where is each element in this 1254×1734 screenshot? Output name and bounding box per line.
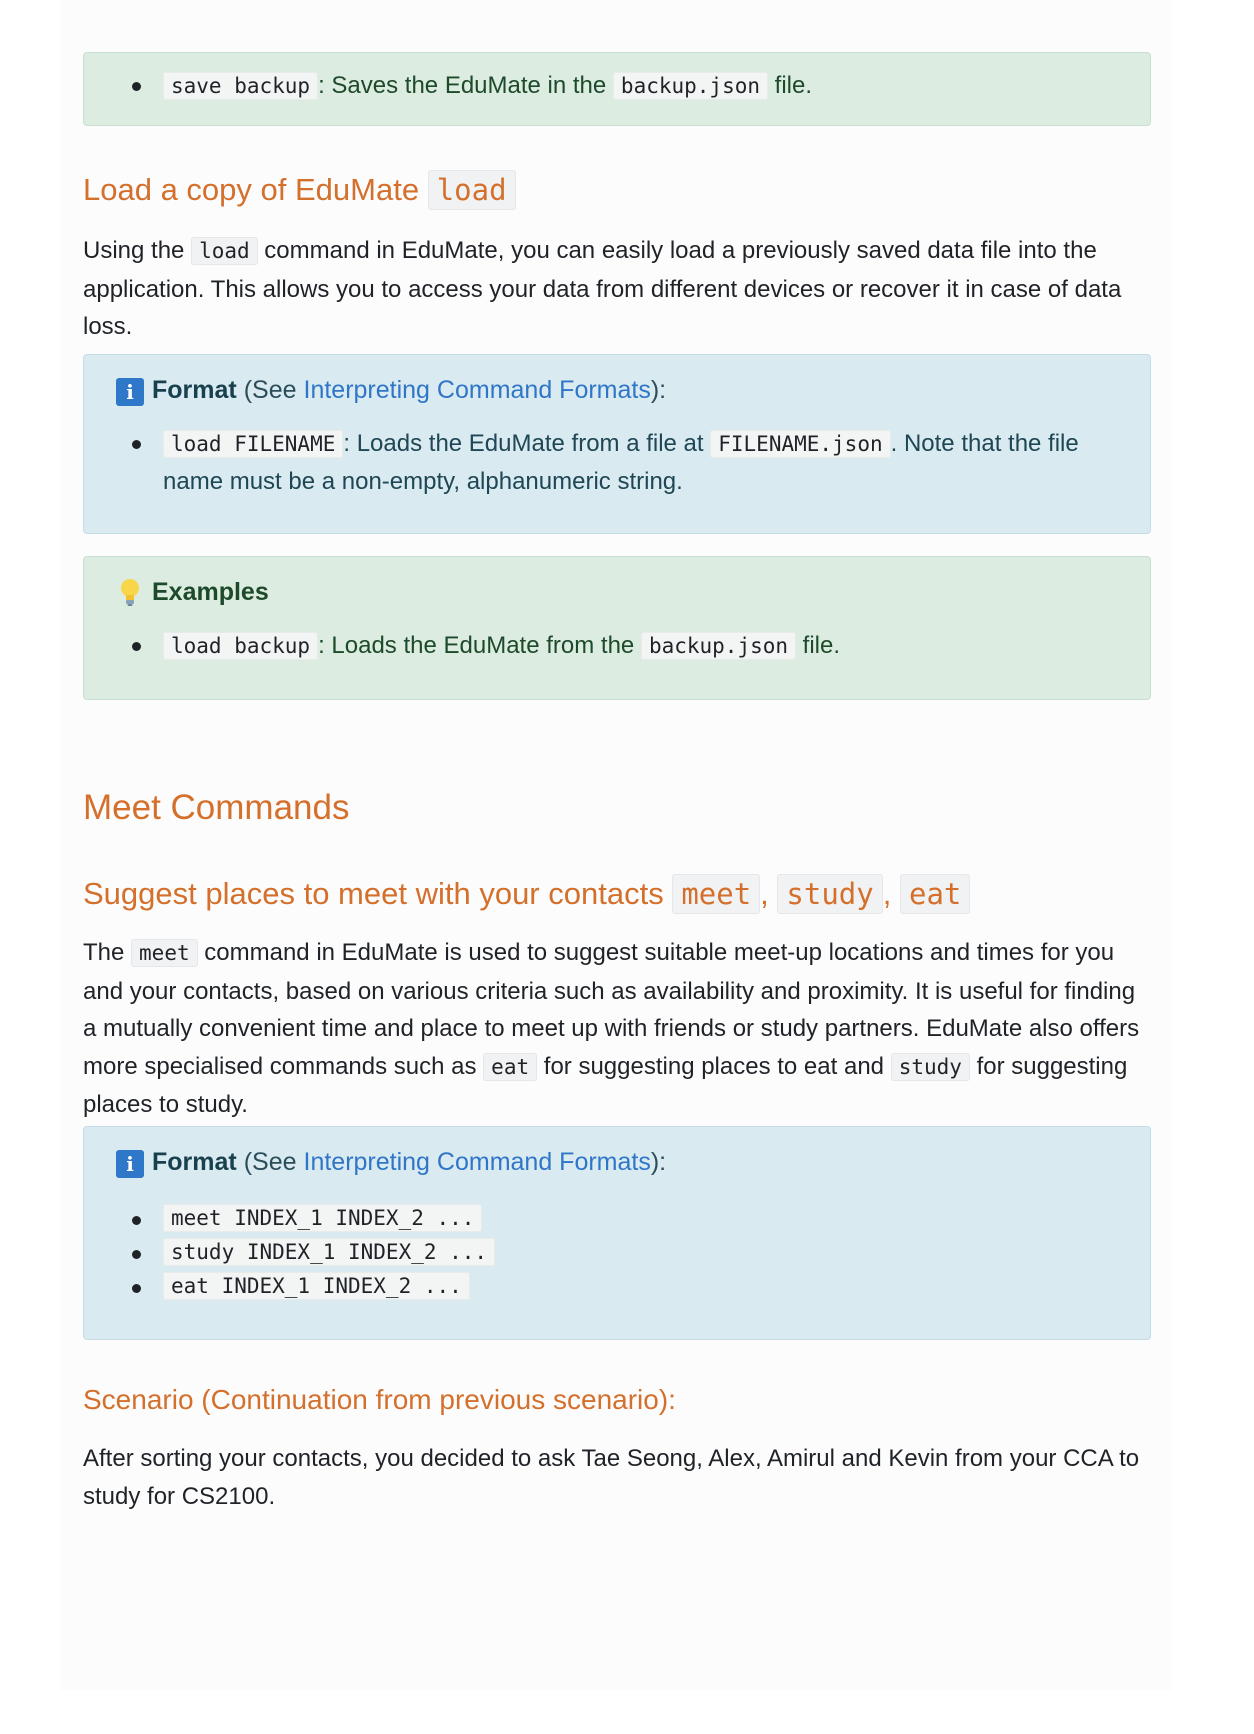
see-suffix: ): (650, 376, 667, 404)
heading-code-eat: eat (900, 874, 970, 914)
load-examples-list (132, 627, 1120, 665)
list-item (132, 425, 1120, 501)
list-item (132, 1235, 1120, 1269)
paragraph-text: command in EduMate, you can easily load a previously saved data file into the application. This allows you to access your data from different devices or recover it in case of data loss. (83, 237, 1122, 340)
heading-text: Load a copy of EduMate (83, 172, 420, 207)
page-background (60, 0, 1172, 1690)
save-examples-list (132, 67, 1120, 105)
lightbulb-icon (116, 577, 144, 607)
interpreting-formats-link[interactable]: Interpreting Command Formats (303, 376, 651, 404)
load-examples-box (83, 556, 1151, 700)
paragraph-text: command in EduMate is used to suggest suitable meet-up locations and times for you and your contacts, based on various criteria such as availability and proximity. It is useful for finding a mutually convenient time and place to meet up with friends or study partners. EduMate also offers more specialised commands such as (83, 939, 1140, 1080)
meet-format-box (83, 1126, 1151, 1340)
format-title (116, 1147, 666, 1178)
paragraph-text: for suggesting places to study. (83, 1052, 1128, 1118)
inline-code: meet (131, 939, 198, 967)
meet-format-list (132, 1201, 1120, 1303)
see-note (244, 376, 666, 405)
heading-code: load (428, 170, 516, 210)
info-icon: i (116, 378, 144, 406)
paragraph-text: The (83, 939, 132, 966)
inline-code: study INDEX_1 INDEX_2 ... (163, 1238, 495, 1266)
list-item-text: . Note that the file name must be a non-empty, alphanumeric string. (163, 430, 1079, 495)
inline-code: eat (483, 1053, 537, 1081)
paragraph-text: for suggesting places to eat and (537, 1052, 891, 1080)
heading-code-study: study (777, 874, 882, 914)
list-item (132, 627, 1120, 665)
meet-commands-heading: Meet Commands (83, 788, 350, 827)
load-paragraph (83, 232, 1151, 346)
save-examples-box (83, 52, 1151, 126)
see-prefix: (See (243, 376, 304, 404)
list-item (132, 67, 1120, 105)
inline-code: backup.json (613, 72, 768, 100)
list-item-text: : Loads the EduMate from a file at (343, 430, 711, 457)
inline-code: eat INDEX_1 INDEX_2 ... (163, 1272, 470, 1300)
see-note (244, 1148, 666, 1177)
list-item-text: : Saves the EduMate in the (318, 72, 613, 99)
interpreting-formats-link[interactable]: Interpreting Command Formats (303, 1148, 651, 1176)
load-heading (83, 172, 516, 208)
inline-code: load backup (163, 632, 318, 660)
list-item-text: file. (768, 72, 813, 99)
list-item-text: : Loads the EduMate from the (318, 632, 641, 659)
list-item-text: file. (796, 632, 841, 659)
inline-code: load (191, 237, 258, 265)
see-suffix: ): (650, 1148, 667, 1176)
format-label: Format (152, 1148, 237, 1176)
see-prefix: (See (243, 1148, 304, 1176)
suggest-heading (83, 876, 970, 912)
paragraph-text: Using the (83, 237, 192, 264)
info-icon: i (116, 1150, 144, 1178)
scenario-heading: Scenario (Continuation from previous scenario): (83, 1384, 676, 1415)
load-format-box (83, 354, 1151, 534)
list-item (132, 1201, 1120, 1235)
comma: , (882, 876, 892, 911)
format-title (116, 375, 666, 406)
load-format-list (132, 425, 1120, 501)
examples-label: Examples (152, 577, 269, 606)
heading-code-meet: meet (672, 874, 760, 914)
meet-paragraph (83, 934, 1151, 1124)
examples-title (116, 577, 269, 607)
list-item (132, 1269, 1120, 1303)
heading-text: Suggest places to meet with your contacts (83, 876, 664, 911)
inline-code: load FILENAME (163, 430, 343, 458)
format-label: Format (152, 376, 237, 404)
inline-code: save backup (163, 72, 318, 100)
inline-code: backup.json (641, 632, 796, 660)
inline-code: FILENAME.json (710, 430, 890, 458)
inline-code: study (891, 1053, 970, 1081)
scenario-paragraph: After sorting your contacts, you decided to ask Tae Seong, Alex, Amirul and Kevin from your CCA to study for CS2100. (83, 1445, 1140, 1510)
inline-code: meet INDEX_1 INDEX_2 ... (163, 1204, 482, 1232)
comma: , (760, 876, 769, 911)
